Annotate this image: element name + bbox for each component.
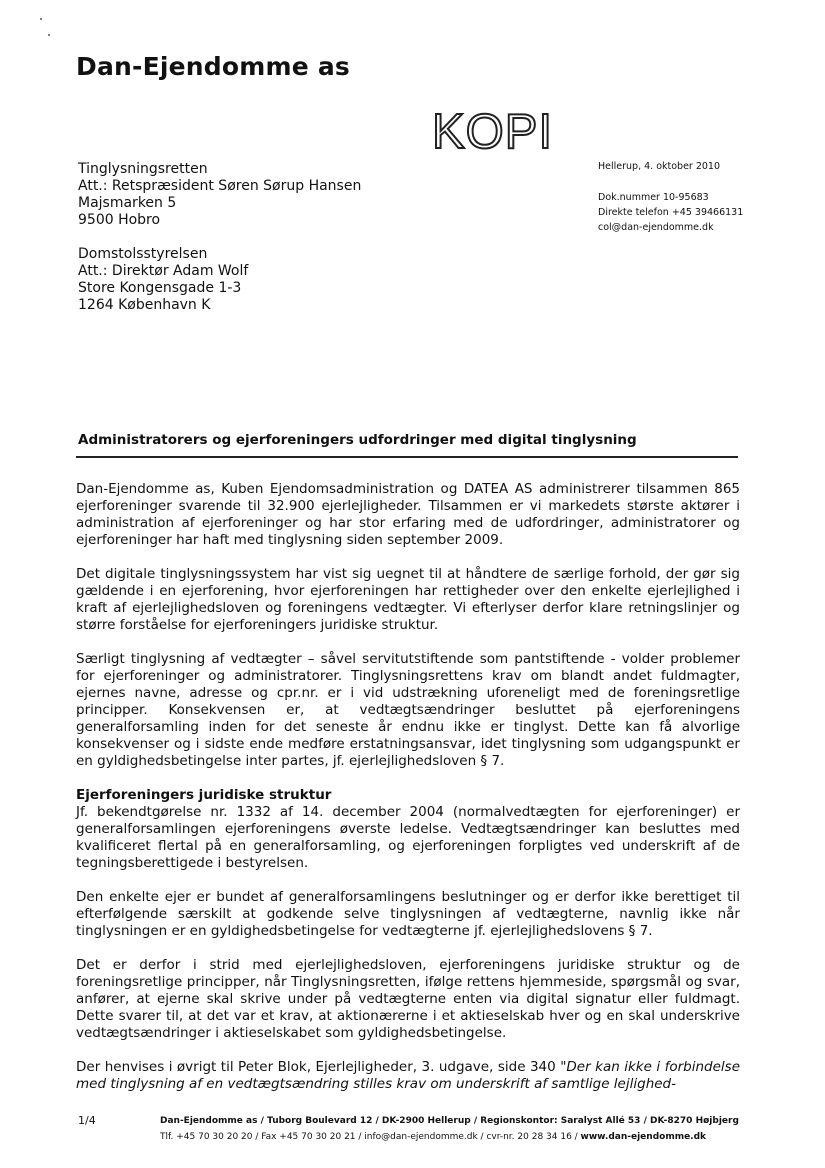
contact-email: col@dan-ejendomme.dk [598, 222, 714, 233]
body-paragraph: Dan-Ejendomme as, Kuben Ejendomsadministration og DATEA AS administrerer tilsammen 865 ejerforeninger svarende til 32.900 ejerlejligheder. Tilsammen er vi markedets største aktører i administration af ejerforeninger og har stor erfaring med de udfordringer, administratorer og ejerforeninger har haft med tinglysning siden september 2009. [76, 481, 740, 548]
footer-company: Dan-Ejendomme as [160, 1116, 258, 1126]
recipient-attention: Att.: Direktør Adam Wolf [78, 263, 249, 279]
doc-number: Dok.nummer 10-95683 [598, 192, 709, 203]
section-heading: Ejerforeningers juridiske struktur [76, 787, 332, 803]
body-paragraph [76, 1059, 740, 1093]
recipient-address-2 [78, 246, 248, 314]
recipient-name: Tinglysningsretten [78, 161, 208, 177]
direct-phone: Direkte telefon +45 39466131 [598, 207, 744, 218]
scan-speck [48, 34, 50, 36]
recipient-street: Store Kongensgade 1-3 [78, 280, 242, 296]
kopi-stamp: KOPI [432, 105, 554, 159]
recipient-street: Majsmarken 5 [78, 195, 177, 211]
footer-address: / Tuborg Boulevard 12 / DK-2900 Hellerup / Regionskontor: Saralyst Allé 53 / DK-8270 Højbjerg [257, 1116, 739, 1126]
company-logo: Dan-Ejendomme as [76, 52, 350, 81]
body-paragraph: Det digitale tinglysningssystem har vist sig uegnet til at håndtere de særlige forhold, der gør sig gældende i en ejerforening, hvor ejerforeningen har rettigheder over den enkelte ejerlejlighed i kraft af ejerlejlighedsloven og foreningens vedtægter. Vi efterlyser derfor klare retningslinjer og større forståelse for ejerforeningers juridiske struktur. [76, 566, 740, 633]
recipient-name: Domstolsstyrelsen [78, 246, 208, 262]
footer-website: www.dan-ejendomme.dk [580, 1132, 707, 1142]
footer-contact: Tlf. +45 70 30 20 20 / Fax +45 70 30 20 21 / info@dan-ejendomme.dk / cvr-nr. 20 28 34 16 / [160, 1132, 581, 1142]
letter-date: Hellerup, 4. oktober 2010 [598, 161, 721, 172]
quoted-text: "Der kan ikke i forbindelse med tinglysning af en vedtægtsændring stilles krav om underskrift af samtlige lejlighed- [76, 1059, 740, 1092]
page-number: 1/4 [78, 1114, 96, 1127]
recipient-city: 1264 København K [78, 297, 211, 313]
recipient-attention: Att.: Retspræsident Søren Sørup Hansen [78, 178, 362, 194]
footer-address-line [160, 1116, 739, 1126]
body-paragraph: Særligt tinglysning af vedtægter – såvel servitutstiftende som pantstiftende - volder problemer for ejerforeninger og administratorer. Tinglysningsrettens krav om blandt andet fuldmagter, ejernes navne, adresse og cpr.nr. er i vid udstrækning uforeneligt med de foreningsretlige principper. Konsekvensen er, at vedtægtsændringer besluttet på ejerforeningens generalforsamling inden for det seneste år endnu ikke er tinglyst. Dette kan få alvorlige konsekvenser og i sidste ende medføre erstatningsansvar, idet tinglysning som udgangspunkt er en gyldighedsbetingelse inter partes, jf. ejerlejlighedsloven § 7. [76, 651, 740, 769]
subject-divider [76, 456, 738, 458]
body-paragraph: Den enkelte ejer er bundet af generalforsamlingens beslutninger og er derfor ikke berettiget til efterfølgende særskilt at godkende selve tinglysningen af vedtægterne, navnlig ikke når tinglysningen er en gyldighedsbetingelse for vedtægterne jf. ejerlejlighedslovens § 7. [76, 889, 740, 939]
recipient-address-1 [78, 161, 361, 229]
letter-subject: Administratorers og ejerforeningers udfordringer med digital tinglysning [78, 432, 637, 448]
scan-speck [40, 18, 42, 20]
letter-body [76, 481, 740, 1110]
body-paragraph: Jf. bekendtgørelse nr. 1332 af 14. december 2004 (normalvedtægten for ejerforeninger) er generalforsamlingen ejerforeningens øverste ledelse. Vedtægtsændringer kan besluttes med kvalificeret flertal på en generalforsamling, og ejerforeningen forpligtes ved underskrift af de tegningsberettigede i bestyrelsen. [76, 804, 740, 871]
paragraph-text: Der henvises i øvrigt til Peter Blok, Ejerlejligheder, 3. udgave, side 340 [76, 1059, 561, 1075]
footer-contact-line [160, 1132, 706, 1142]
body-paragraph: Det er derfor i strid med ejerlejlighedsloven, ejerforeningens juridiske struktur og de foreningsretlige principper, når Tinglysningsretten, ifølge rettens hjemmeside, spørgsmål og svar, anfører, at ejerne skal skrive under på vedtægterne enten via digital signatur eller fuldmagt. Dette svarer til, at det var et krav, at aktionærerne i et aktieselskab hver og en skal underskrive vedtægtsændringer i aktieselskabet som gyldighedsbetingelse. [76, 957, 740, 1041]
recipient-city: 9500 Hobro [78, 212, 161, 228]
